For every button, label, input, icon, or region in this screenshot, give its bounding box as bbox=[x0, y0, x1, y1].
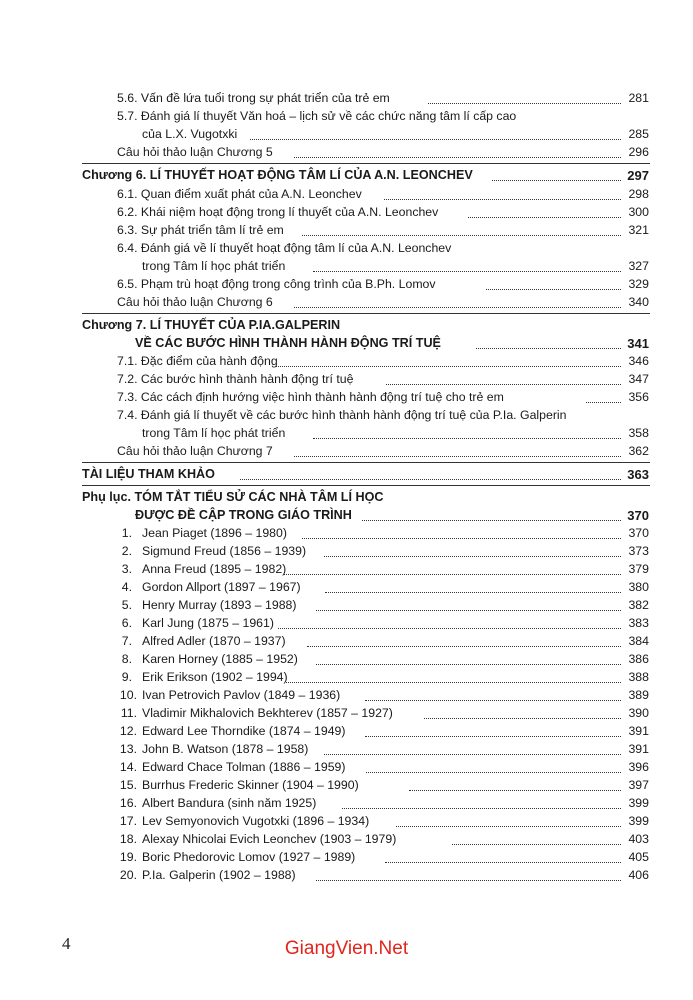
list-item-page: 384 bbox=[628, 634, 649, 648]
references-title: TÀI LIỆU THAM KHẢO bbox=[82, 467, 215, 481]
list-item-page: 380 bbox=[628, 580, 649, 594]
section-divider bbox=[82, 485, 650, 486]
list-item-number: 2. bbox=[121, 544, 132, 558]
toc-entry-page: 296 bbox=[628, 145, 649, 159]
list-item-page: 391 bbox=[628, 724, 649, 738]
toc-leader bbox=[324, 754, 621, 755]
references-heading bbox=[0, 464, 693, 484]
list-item-number: 4. bbox=[121, 580, 132, 594]
list-item-label: Karl Jung (1875 – 1961) bbox=[142, 616, 274, 630]
toc-leader bbox=[313, 271, 621, 272]
toc-entry-label: trong Tâm lí học phát triển bbox=[142, 426, 286, 440]
section-divider bbox=[82, 462, 650, 463]
toc-leader bbox=[316, 664, 621, 665]
toc-entry-label: Câu hỏi thảo luận Chương 6 bbox=[117, 295, 273, 309]
list-item-number: 19. bbox=[119, 850, 137, 864]
toc-entry-label: của L.X. Vugotxki bbox=[142, 127, 238, 141]
toc-entry bbox=[0, 369, 693, 389]
list-item-number: 12. bbox=[119, 724, 137, 738]
list-item-page: 405 bbox=[628, 850, 649, 864]
list-item-label: Burrhus Frederic Skinner (1904 – 1990) bbox=[142, 778, 359, 792]
toc-entry-label: trong Tâm lí học phát triển bbox=[142, 259, 286, 273]
list-item-number: 20. bbox=[119, 868, 137, 882]
toc-leader bbox=[276, 366, 621, 367]
toc-entry bbox=[0, 292, 693, 312]
list-item bbox=[0, 667, 693, 687]
toc-entry-label: Câu hỏi thảo luận Chương 7 bbox=[117, 444, 273, 458]
list-item-label: Vladimir Mikhalovich Bekhterev (1857 – 1927) bbox=[142, 706, 393, 720]
toc-leader bbox=[302, 235, 621, 236]
list-item-label: Albert Bandura (sinh năm 1925) bbox=[142, 796, 317, 810]
toc-entry-page: 285 bbox=[628, 127, 649, 141]
list-item bbox=[0, 577, 693, 597]
toc-leader bbox=[486, 289, 621, 290]
list-item bbox=[0, 595, 693, 615]
toc-entry-page: 298 bbox=[628, 187, 649, 201]
chapter-title: Chương 7. LÍ THUYẾT CỦA P.IA.GALPERIN bbox=[82, 318, 341, 332]
toc-leader bbox=[384, 199, 621, 200]
list-item bbox=[0, 811, 693, 831]
appendix-title-cont: ĐƯỢC ĐỀ CẬP TRONG GIÁO TRÌNH bbox=[135, 508, 352, 522]
list-item-number: 14. bbox=[119, 760, 137, 774]
toc-entry bbox=[0, 441, 693, 461]
list-item-page: 399 bbox=[628, 796, 649, 810]
toc-leader bbox=[294, 456, 621, 457]
list-item-page: 403 bbox=[628, 832, 649, 846]
list-item-page: 370 bbox=[628, 526, 649, 540]
list-item-page: 379 bbox=[628, 562, 649, 576]
toc-entry-label: 7.3. Các cách định hướng việc hình thành hành động trí tuệ cho trẻ em bbox=[117, 390, 504, 404]
references-page: 363 bbox=[627, 467, 649, 482]
appendix-heading bbox=[0, 505, 693, 525]
list-item bbox=[0, 523, 693, 543]
toc-entry-page: 358 bbox=[628, 426, 649, 440]
toc-entry bbox=[0, 184, 693, 204]
toc-leader bbox=[278, 628, 621, 629]
list-item bbox=[0, 721, 693, 741]
list-item-page: 399 bbox=[628, 814, 649, 828]
toc-leader bbox=[250, 139, 621, 140]
list-item-number: 17. bbox=[119, 814, 137, 828]
chapter-heading bbox=[0, 165, 693, 185]
list-item-label: Alfred Adler (1870 – 1937) bbox=[142, 634, 286, 648]
toc-entry-label: Câu hỏi thảo luận Chương 5 bbox=[117, 145, 273, 159]
toc-entry-page: 347 bbox=[628, 372, 649, 386]
list-item-number: 11. bbox=[120, 706, 137, 720]
toc-entry-page: 346 bbox=[628, 354, 649, 368]
list-item-page: 406 bbox=[628, 868, 649, 882]
list-item-number: 10. bbox=[119, 688, 137, 702]
appendix-page: 370 bbox=[627, 508, 649, 523]
chapter-heading bbox=[0, 333, 693, 353]
list-item-number: 9. bbox=[121, 670, 132, 684]
list-item-number: 1. bbox=[121, 526, 132, 540]
toc-entry-label: 6.4. Đánh giá về lí thuyết hoạt động tâm lí của A.N. Leonchev bbox=[117, 241, 452, 255]
list-item-number: 15. bbox=[119, 778, 137, 792]
list-item bbox=[0, 541, 693, 561]
toc-leader bbox=[586, 402, 621, 403]
list-item-page: 373 bbox=[628, 544, 649, 558]
list-item-label: Erik Erikson (1902 – 1994) bbox=[142, 670, 288, 684]
list-item-page: 388 bbox=[628, 670, 649, 684]
toc-entry-page: 327 bbox=[628, 259, 649, 273]
toc-leader bbox=[313, 438, 621, 439]
toc-entry-label: 6.1. Quan điểm xuất phát của A.N. Leonchev bbox=[117, 187, 362, 201]
list-item-page: 391 bbox=[628, 742, 649, 756]
appendix-heading bbox=[0, 487, 693, 507]
list-item bbox=[0, 739, 693, 759]
list-item bbox=[0, 775, 693, 795]
list-item-label: Anna Freud (1895 – 1982) bbox=[142, 562, 287, 576]
toc-entry-page: 356 bbox=[628, 390, 649, 404]
toc-leader bbox=[362, 520, 621, 521]
toc-entry-page: 340 bbox=[628, 295, 649, 309]
toc-leader bbox=[385, 862, 621, 863]
toc-entry-label: 5.6. Vấn đề lứa tuổi trong sự phát triển của trẻ em bbox=[117, 91, 390, 105]
list-item-number: 13. bbox=[119, 742, 137, 756]
list-item bbox=[0, 631, 693, 651]
chapter-title-cont: VỀ CÁC BƯỚC HÌNH THÀNH HÀNH ĐỘNG TRÍ TUỆ bbox=[135, 336, 441, 350]
list-item-label: Sigmund Freud (1856 – 1939) bbox=[142, 544, 307, 558]
toc-entry bbox=[0, 124, 693, 144]
toc-entry bbox=[0, 405, 693, 425]
toc-entry bbox=[0, 238, 693, 258]
list-item-number: 16. bbox=[119, 796, 137, 810]
section-divider bbox=[82, 163, 650, 164]
toc-entry bbox=[0, 256, 693, 276]
toc-entry bbox=[0, 351, 693, 371]
toc-leader bbox=[294, 157, 621, 158]
toc-leader bbox=[342, 808, 621, 809]
toc-leader bbox=[284, 574, 621, 575]
toc-entry bbox=[0, 423, 693, 443]
list-item bbox=[0, 793, 693, 813]
list-item-label: Lev Semyonovich Vugotxki (1896 – 1934) bbox=[142, 814, 370, 828]
toc-leader bbox=[316, 610, 621, 611]
chapter-page: 297 bbox=[627, 168, 649, 183]
toc-entry-label: 5.7. Đánh giá lí thuyết Văn hoá – lịch sử về các chức năng tâm lí cấp cao bbox=[117, 109, 517, 123]
list-item-label: Henry Murray (1893 – 1988) bbox=[142, 598, 297, 612]
toc-entry-page: 321 bbox=[628, 223, 649, 237]
toc-entry-label: 6.3. Sự phát triển tâm lí trẻ em bbox=[117, 223, 284, 237]
toc-entry-page: 362 bbox=[628, 444, 649, 458]
toc-leader bbox=[366, 772, 621, 773]
list-item-page: 390 bbox=[628, 706, 649, 720]
page-number: 4 bbox=[62, 934, 71, 953]
list-item-label: Gordon Allport (1897 – 1967) bbox=[142, 580, 301, 594]
chapter-heading bbox=[0, 315, 693, 335]
toc-leader bbox=[365, 736, 621, 737]
toc-entry-label: 7.2. Các bước hình thành hành động trí tuệ bbox=[117, 372, 354, 386]
toc-leader bbox=[286, 682, 621, 683]
list-item-label: Edward Chace Tolman (1886 – 1959) bbox=[142, 760, 346, 774]
chapter-page: 341 bbox=[627, 336, 649, 351]
toc-entry-label: 7.1. Đặc điểm của hành động bbox=[117, 354, 278, 368]
toc-leader bbox=[468, 217, 621, 218]
list-item-number: 8. bbox=[121, 652, 132, 666]
toc-leader bbox=[316, 880, 621, 881]
list-item-label: Ivan Petrovich Pavlov (1849 – 1936) bbox=[142, 688, 341, 702]
list-item-label: P.Ia. Galperin (1902 – 1988) bbox=[142, 868, 296, 882]
toc-entry-label: 6.2. Khái niệm hoạt động trong lí thuyết của A.N. Leonchev bbox=[117, 205, 439, 219]
list-item bbox=[0, 829, 693, 849]
site-watermark: GiangVien.Net bbox=[284, 938, 409, 959]
toc-entry bbox=[0, 106, 693, 126]
list-item-label: Jean Piaget (1896 – 1980) bbox=[142, 526, 287, 540]
section-divider bbox=[82, 313, 650, 314]
toc-leader bbox=[307, 646, 621, 647]
list-item-number: 3. bbox=[121, 562, 132, 576]
list-item bbox=[0, 613, 693, 633]
toc-leader bbox=[324, 556, 621, 557]
list-item bbox=[0, 559, 693, 579]
list-item-page: 397 bbox=[628, 778, 649, 792]
list-item bbox=[0, 685, 693, 705]
list-item bbox=[0, 649, 693, 669]
toc-leader bbox=[325, 592, 621, 593]
toc-leader bbox=[492, 180, 621, 181]
appendix-title: Phụ lục. TÓM TẮT TIỂU SỬ CÁC NHÀ TÂM LÍ HỌC bbox=[82, 490, 384, 504]
toc-entry-page: 329 bbox=[628, 277, 649, 291]
list-item-label: Karen Horney (1885 – 1952) bbox=[142, 652, 298, 666]
toc-entry-page: 281 bbox=[628, 91, 649, 105]
toc-entry bbox=[0, 88, 693, 108]
list-item-label: Edward Lee Thorndike (1874 – 1949) bbox=[142, 724, 346, 738]
toc-leader bbox=[424, 718, 621, 719]
toc-leader bbox=[452, 844, 621, 845]
toc-entry bbox=[0, 274, 693, 294]
toc-entry bbox=[0, 220, 693, 240]
list-item-number: 7. bbox=[121, 634, 132, 648]
toc-leader bbox=[409, 790, 621, 791]
toc-entry bbox=[0, 387, 693, 407]
list-item-page: 383 bbox=[628, 616, 649, 630]
list-item-page: 396 bbox=[628, 760, 649, 774]
toc-leader bbox=[386, 384, 621, 385]
list-item bbox=[0, 757, 693, 777]
toc-leader bbox=[294, 307, 621, 308]
list-item-number: 6. bbox=[121, 616, 132, 630]
toc-leader bbox=[396, 826, 621, 827]
toc-leader bbox=[240, 479, 621, 480]
toc-leader bbox=[302, 538, 621, 539]
list-item bbox=[0, 703, 693, 723]
toc-entry-page: 300 bbox=[628, 205, 649, 219]
toc-leader bbox=[428, 103, 621, 104]
toc-leader bbox=[476, 348, 621, 349]
list-item-number: 5. bbox=[121, 598, 132, 612]
list-item-label: John B. Watson (1878 – 1958) bbox=[142, 742, 309, 756]
list-item-page: 386 bbox=[628, 652, 649, 666]
list-item-page: 382 bbox=[628, 598, 649, 612]
list-item bbox=[0, 865, 693, 885]
chapter-title: Chương 6. LÍ THUYẾT HOẠT ĐỘNG TÂM LÍ CỦA A.N. LEONCHEV bbox=[82, 168, 473, 182]
list-item-label: Alexay Nhicolai Evich Leonchev (1903 – 1979) bbox=[142, 832, 397, 846]
list-item-label: Boric Phedorovic Lomov (1927 – 1989) bbox=[142, 850, 356, 864]
list-item bbox=[0, 847, 693, 867]
list-item-page: 389 bbox=[628, 688, 649, 702]
toc-leader bbox=[365, 700, 621, 701]
toc-entry bbox=[0, 142, 693, 162]
toc-entry bbox=[0, 202, 693, 222]
toc-entry-label: 6.5. Phạm trù hoạt động trong công trình của B.Ph. Lomov bbox=[117, 277, 436, 291]
list-item-number: 18. bbox=[119, 832, 137, 846]
toc-entry-label: 7.4. Đánh giá lí thuyết về các bước hình thành hành động trí tuệ của P.Ia. Galperin bbox=[117, 408, 567, 422]
